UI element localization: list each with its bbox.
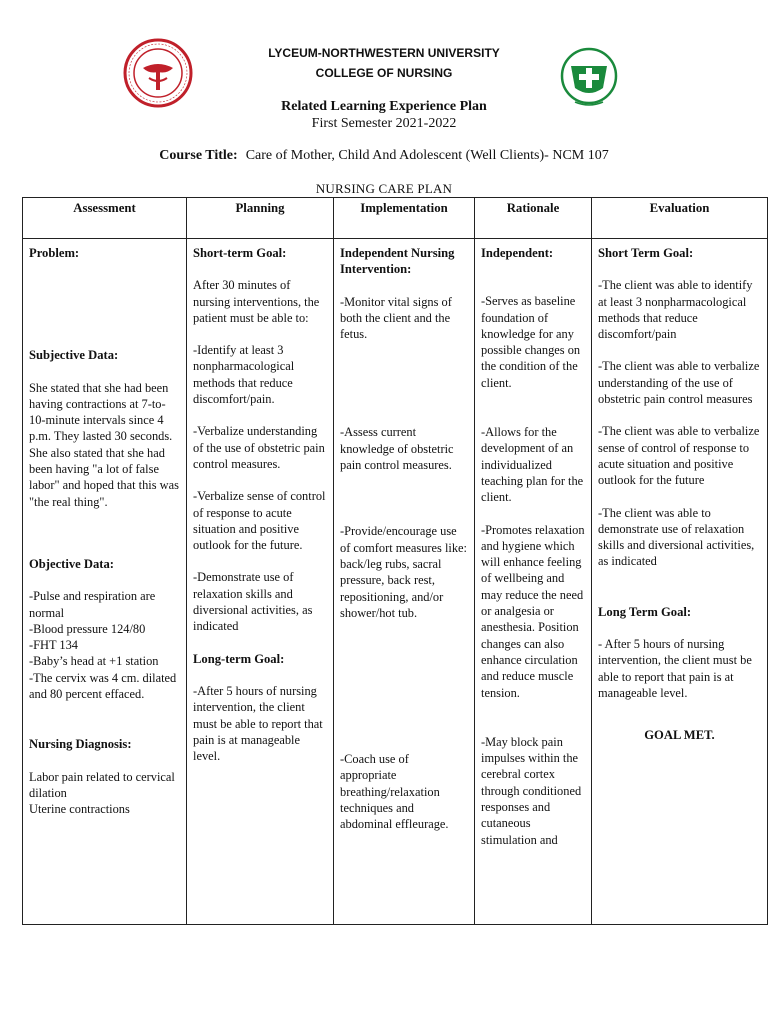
intervention-item: -Provide/encourage use of comfort measures like: back/leg rubs, sacral pressure, back rest, repositioning, and/or shower/hot tub. [340, 524, 467, 620]
rationale-independent-heading: Independent: [481, 246, 554, 260]
objective-data-item: -Baby’s head at +1 station [29, 654, 159, 669]
long-term-goal-eval-heading: Long Term Goal: [598, 604, 692, 619]
column-header-planning: Planning [187, 198, 334, 239]
diagnosis-item: Labor pain related to cervical dilation [29, 769, 175, 800]
rationale-item: -Serves as baseline foundation of knowledge for any possible changes on the condition of the client. [481, 294, 581, 390]
short-term-goal-eval-heading: Short Term Goal: [598, 246, 694, 260]
planning-item: -Identify at least 3 nonpharmacological methods that reduce discomfort/pain. [193, 343, 295, 407]
column-header-assessment: Assessment [23, 198, 187, 239]
table-header-row [23, 198, 768, 239]
planning-item: -Verbalize understanding of the use of obstetric pain control measures. [193, 424, 325, 471]
planning-item: -Demonstrate use of relaxation skills and diversional activities, as indicated [193, 570, 313, 634]
diagnosis-item: Uterine contractions [29, 802, 130, 817]
implementation-cell [334, 239, 475, 925]
intervention-item: -Assess current knowledge of obstetric pain control measures. [340, 425, 454, 473]
nursing-diagnosis-heading: Nursing Diagnosis: [29, 737, 132, 752]
long-term-goal-text: -After 5 hours of nursing intervention, the client must be able to report that pain is at manageable level. [193, 683, 323, 764]
assessment-cell [23, 239, 187, 925]
semester: First Semester 2021-2022 [311, 116, 457, 131]
course-title-value: Care of Mother, Child And Adolescent (Well Clients)- NCM 107 [245, 148, 609, 163]
objective-data-item: -Blood pressure 124/80 [29, 621, 146, 636]
long-term-goal-heading: Long-term Goal: [193, 651, 285, 666]
column-header-implementation: Implementation [334, 198, 475, 239]
intervention-item: -Coach use of appropriate breathing/relaxation techniques and abdominal effleurage. [340, 752, 449, 832]
university-name: LYCEUM-NORTHWESTERN UNIVERSITY [268, 46, 500, 60]
subjective-data-heading: Subjective Data: [29, 348, 119, 363]
rationale-item: -May block pain impulses within the cerebral cortex through conditioned responses and cutaneous stimulation and [481, 734, 582, 847]
problem-heading: Problem: [29, 246, 80, 260]
evaluation-item: -The client was able to verbalize understanding of the use of obstetric pain control measures [598, 359, 760, 407]
independent-nursing-intervention-heading: Independent Nursing Intervention: [340, 246, 455, 277]
college-name: COLLEGE OF NURSING [315, 66, 453, 80]
evaluation-item: -The client was able to verbalize sense of control of response to acute situation and positive outlook for the future [598, 424, 760, 488]
short-term-goal-heading: Short-term Goal: [193, 246, 287, 260]
subjective-data-text: She stated that she had been having contractions at 7-to-10-minute intervals since 4 p.m. They lasted 30 seconds. She also stated that she had been having "a lot of false labor" and hoped that this was "the real thing". [29, 380, 179, 509]
evaluation-item: -The client was able to demonstrate use of relaxation skills and diversional activities, as indicated [598, 505, 755, 569]
planning-cell [187, 239, 334, 925]
rationale-cell [475, 239, 592, 925]
long-term-goal-eval-text: - After 5 hours of nursing intervention, the client must be able to report that pain is at manageable level. [598, 637, 752, 700]
course-title-label: Course Title: [159, 148, 238, 163]
nursing-care-plan-table [22, 197, 768, 925]
goal-met-result: GOAL MET. [644, 728, 715, 743]
rationale-item: -Promotes relaxation and hygiene which will enhance feeling of wellbeing and may reduce the need or analgesia or anesthesia. Position changes can also enhance circulation and reduce muscle tension. [481, 522, 585, 700]
objective-data-item: -FHT 134 [29, 638, 78, 653]
intervention-item: -Monitor vital signs of both the client and the fetus. [340, 294, 452, 342]
table-body-row [23, 239, 768, 925]
evaluation-cell [592, 239, 768, 925]
objective-data-item: -Pulse and respiration are normal [29, 589, 156, 620]
plan-title: Related Learning Experience Plan [281, 99, 487, 114]
objective-data-item: -The cervix was 4 cm. dilated and 80 percent effaced. [29, 670, 177, 702]
short-term-goal-intro: After 30 minutes of nursing interventions, the patient must be able to: [193, 278, 320, 325]
rationale-item: -Allows for the development of an individualized teaching plan for the client. [481, 425, 584, 505]
course-title-line [0, 148, 768, 164]
column-header-rationale: Rationale [475, 198, 592, 239]
evaluation-item: -The client was able to identify at least 3 nonpharmacological methods that reduce discomfort/pain [598, 278, 753, 342]
section-title: NURSING CARE PLAN [315, 181, 453, 196]
planning-item: -Verbalize sense of control of response to acute situation and positive outlook for the future. [193, 489, 326, 553]
objective-data-heading: Objective Data: [29, 556, 114, 571]
column-header-evaluation: Evaluation [592, 198, 768, 239]
